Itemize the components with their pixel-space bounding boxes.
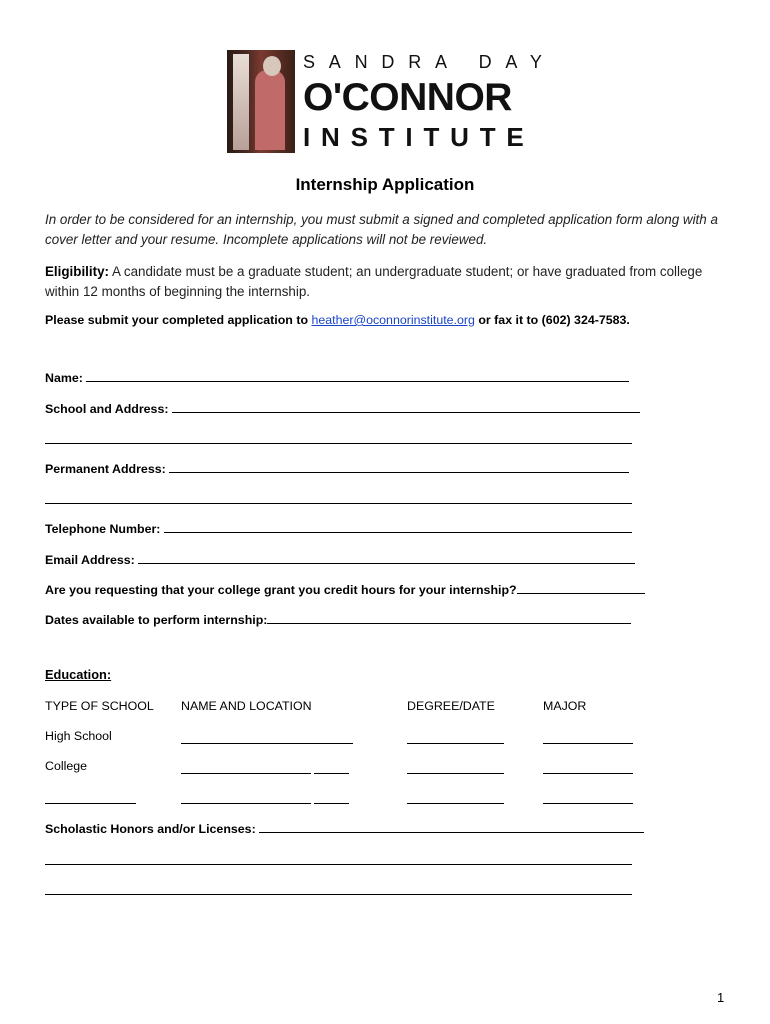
dates-line[interactable] — [267, 611, 631, 624]
credit-hours-field[interactable] — [45, 581, 645, 597]
row-high-school-label: High School — [45, 729, 112, 743]
email-line[interactable] — [138, 551, 635, 564]
page-title: Internship Application — [295, 175, 475, 194]
logo-line-1: SANDRA DAY — [303, 52, 556, 72]
permanent-address-field[interactable] — [45, 460, 629, 476]
high-school-name-line[interactable] — [181, 731, 353, 747]
college-degree-line[interactable] — [407, 761, 504, 777]
col-name-and-location: NAME AND LOCATION — [181, 699, 312, 713]
telephone-field[interactable] — [45, 520, 632, 536]
email-label: Email Address: — [45, 553, 139, 567]
col-major: MAJOR — [543, 699, 587, 713]
credit-line[interactable] — [517, 581, 645, 594]
name-line[interactable] — [86, 369, 629, 382]
logo-photo — [227, 50, 295, 153]
high-school-degree-line[interactable] — [407, 731, 504, 747]
email-link[interactable]: heather@oconnorinstitute.org — [311, 313, 475, 327]
eligibility-text: A candidate must be a graduate student; an undergraduate student; or have graduated from college within 12 months of beginning the internship. — [45, 264, 703, 299]
school-field[interactable] — [45, 400, 640, 416]
honors-label: Scholastic Honors and/or Licenses: — [45, 822, 260, 836]
dates-field[interactable] — [45, 611, 631, 627]
school-line[interactable] — [172, 400, 640, 413]
college-major-line[interactable] — [543, 761, 633, 777]
page-number: 1 — [717, 990, 725, 1005]
other-major-line[interactable] — [543, 791, 633, 807]
college-name-line[interactable] — [181, 761, 349, 777]
intro-text: In order to be considered for an internship, you must submit a signed and completed application form along with a cover letter and your resume. Incomplete applications will not be reviewed. — [45, 212, 718, 247]
high-school-major-line[interactable] — [543, 731, 633, 747]
dates-label: Dates available to perform internship: — [45, 613, 268, 627]
permanent-label: Permanent Address: — [45, 462, 170, 476]
education-heading: Education: — [45, 667, 112, 682]
logo-line-2: O'CONNOR — [303, 76, 512, 119]
name-field[interactable] — [45, 369, 629, 385]
logo-line-3: INSTITUTE — [303, 122, 535, 152]
eligibility-label: Eligibility: — [45, 264, 109, 279]
honors-line-2[interactable] — [45, 864, 632, 865]
email-field[interactable] — [45, 551, 635, 567]
permanent-line[interactable] — [169, 460, 629, 473]
submit-instructions — [45, 313, 630, 327]
col-degree-date: DEGREE/DATE — [407, 699, 495, 713]
honors-field[interactable] — [45, 820, 644, 836]
eligibility-paragraph — [45, 262, 725, 301]
honors-line-3[interactable] — [45, 894, 632, 895]
name-label: Name: — [45, 371, 87, 385]
telephone-line[interactable] — [164, 520, 632, 533]
telephone-label: Telephone Number: — [45, 522, 164, 536]
school-line-2[interactable] — [45, 443, 632, 444]
credit-label: Are you requesting that your college grant you credit hours for your internship? — [45, 583, 517, 597]
other-name-line[interactable] — [181, 791, 349, 807]
permanent-line-2[interactable] — [45, 503, 632, 504]
col-type-of-school: TYPE OF SCHOOL — [45, 699, 154, 713]
submit-prefix: Please submit your completed application to — [45, 313, 312, 327]
row-college-label: College — [45, 759, 88, 773]
institute-logo — [227, 50, 557, 154]
other-school-type-line[interactable] — [45, 791, 136, 807]
submit-suffix: or fax it to (602) 324-7583. — [474, 313, 630, 327]
other-degree-line[interactable] — [407, 791, 504, 807]
school-label: School and Address: — [45, 402, 172, 416]
honors-line[interactable] — [259, 820, 644, 833]
